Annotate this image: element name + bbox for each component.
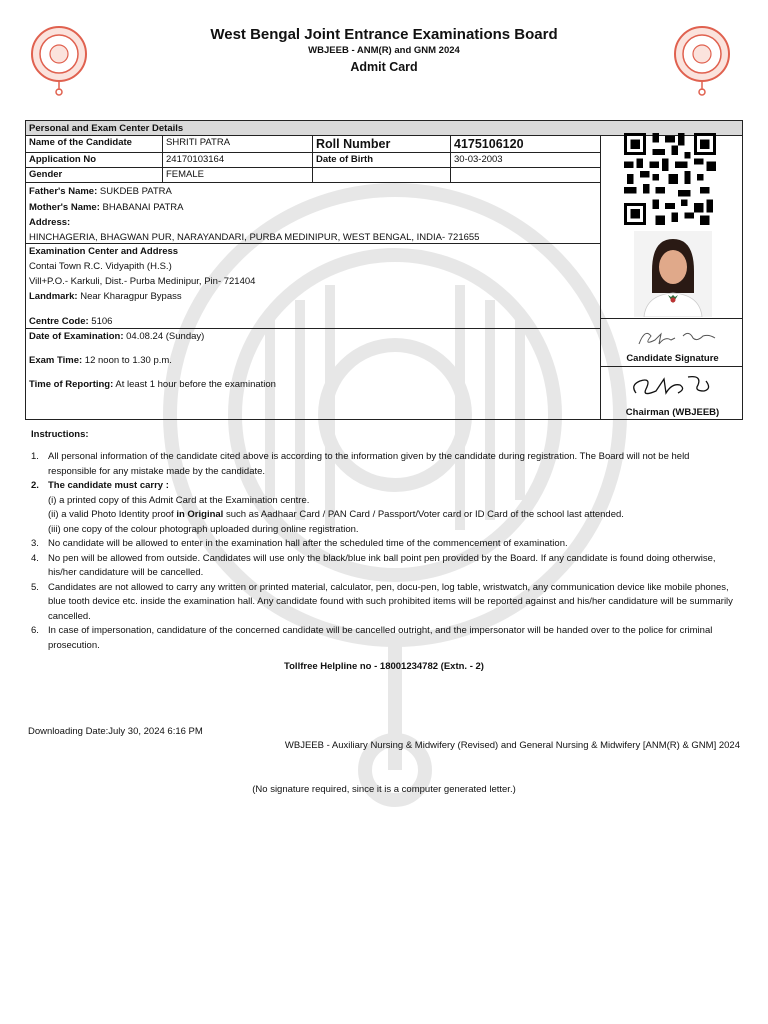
instruction-item: 2. The candidate must carry : (i) a printed copy of this Admit Card at the Examination centre. (ii) a valid Photo Identity proof in Original such as Aadhaar Card / PAN Card / Passport/Voter card or ID Card of the school last attended. (iii) one copy of the colour photograph uploaded during online registration.	[31, 480, 624, 535]
instruction-item: 3. No candidate will be allowed to enter in the examination hall after the scheduled time of the commencement of examination.	[31, 538, 568, 549]
download-date: Downloading Date:July 30, 2024 6:16 PM	[28, 726, 203, 737]
instructions-list	[31, 450, 736, 653]
candidate-signature-label: Candidate Signature	[626, 353, 719, 364]
date-of-birth: 30-03-2003	[451, 153, 601, 168]
gender-label: Gender	[26, 168, 163, 183]
exam-center-address: Vill+P.O.- Karkuli, Dist.- Purba Medinipur, Pin- 721404	[29, 276, 256, 287]
exam-center-name: Contai Town R.C. Vidyapith (H.S.)	[29, 261, 172, 272]
exam-date-row	[29, 330, 204, 343]
exam-footer: WBJEEB - Auxiliary Nursing & Midwifery (Revised) and General Nursing & Midwifery [ANM(R) & GNM] 2024	[284, 740, 740, 751]
application-number: 24170103164	[163, 153, 313, 168]
exam-time-label: Exam Time:	[29, 355, 83, 366]
chairman-signature-image	[626, 371, 716, 401]
centre-code: 5106	[91, 316, 113, 327]
gender-value: FEMALE	[163, 168, 313, 183]
qr-code	[622, 133, 718, 225]
candidate-signature-image	[631, 326, 721, 352]
no-signature-note: (No signature required, since it is a computer generated letter.)	[252, 784, 516, 795]
father-name: SUKDEB PATRA	[99, 186, 172, 197]
details-sheet	[25, 120, 743, 420]
landmark-row	[29, 290, 182, 303]
mother-label: Mother's Name:	[29, 202, 100, 213]
father-row	[29, 185, 172, 198]
candidate-address: HINCHAGERIA, BHAGWAN PUR, NARAYANDARI, PURBA MEDINIPUR, WEST BENGAL, INDIA- 721655	[29, 232, 480, 243]
reporting-time: At least 1 hour before the examination	[115, 379, 276, 390]
roll-number: 4175106120	[451, 136, 601, 153]
candidate-photo	[634, 231, 712, 317]
address-label: Address:	[29, 217, 71, 228]
landmark-label: Landmark:	[29, 291, 78, 302]
empty-cell	[313, 168, 451, 183]
centre-code-row	[29, 315, 112, 328]
instruction-item: 4. No pen will be allowed from outside. Candidates will use only the black/blue ink ball point pen provided by the Board. If any candidate is found doing otherwise, his/her candidature will be cancelled.	[31, 552, 716, 578]
chairman-signature-label: Chairman (WBJEEB)	[625, 407, 720, 418]
document-title: Admit Card	[350, 60, 418, 74]
reporting-row	[29, 378, 276, 391]
instructions-title: Instructions:	[31, 429, 89, 440]
reporting-label: Time of Reporting:	[29, 379, 114, 390]
instruction-item: 6. In case of impersonation, candidature of the concerned candidate will be cancelled outright, and the impersonator will be handed over to the police for criminal prosecution.	[31, 625, 713, 651]
exam-time-row	[29, 354, 172, 367]
helpline: Tollfree Helpline no - 18001234782 (Extn. - 2)	[284, 661, 484, 672]
mother-name: BHABANAI PATRA	[102, 202, 184, 213]
father-label: Father's Name:	[29, 186, 98, 197]
centre-code-label: Centre Code:	[29, 316, 89, 327]
landmark-value: Near Kharagpur Bypass	[80, 291, 182, 302]
roll-label: Roll Number	[313, 136, 451, 153]
exam-subtitle: WBJEEB - ANM(R) and GNM 2024	[308, 45, 460, 56]
section-heading: Personal and Exam Center Details	[26, 121, 742, 136]
application-label: Application No	[26, 153, 163, 168]
exam-time: 12 noon to 1.30 p.m.	[84, 355, 172, 366]
instruction-item: 1. All personal information of the candidate cited above is according to the information given by the candidate during registration. The Board will not be held responsible for any mistake made by the candidate.	[31, 451, 690, 477]
name-label: Name of the Candidate	[26, 136, 163, 153]
mother-row	[29, 201, 183, 214]
exam-date: 04.08.24 (Sunday)	[126, 331, 205, 342]
exam-date-label: Date of Examination:	[29, 331, 124, 342]
board-title: West Bengal Joint Entrance Examinations Board	[210, 26, 558, 43]
exam-center-heading: Examination Center and Address	[29, 246, 179, 257]
empty-cell	[451, 168, 601, 183]
dob-label: Date of Birth	[313, 153, 451, 168]
instruction-item: 5. Candidates are not allowed to carry any written or printed material, calculator, pen, docu-pen, log table, wristwatch, any communication device like mobile phones, blue tooth device etc. inside the examination hall. Any candidate found with such prohibited items will be reported against and his/her candidature will be summarily cancelled.	[31, 581, 733, 622]
candidate-name: SHRITI PATRA	[163, 136, 313, 153]
